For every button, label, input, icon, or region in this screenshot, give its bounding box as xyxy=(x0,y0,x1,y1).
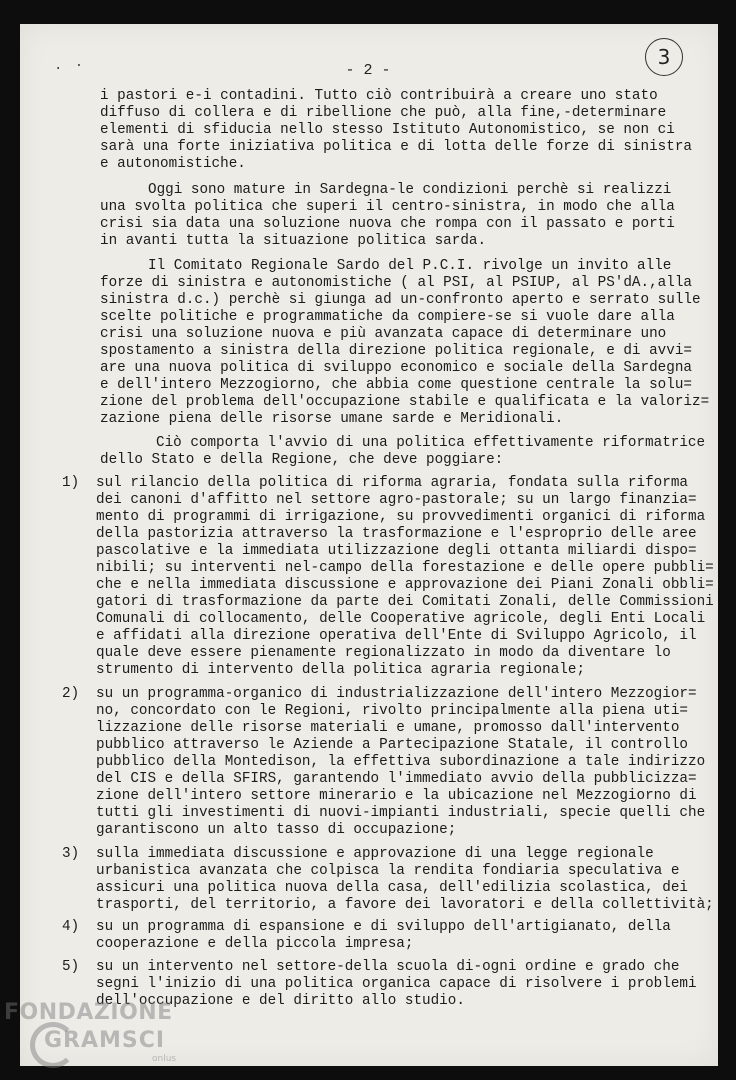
text-line: crisi una soluzione nuova e più avanzata capace di determinare uno xyxy=(100,326,667,342)
text-line: segni l'inizio di una politica organica capace di risolvere i problemi xyxy=(96,976,697,992)
text-line: sinistra d.c.) perchè si giunga ad un-confronto aperto e serrato sulle xyxy=(100,292,701,308)
text-line: zione del problema dell'occupazione stabile e qualificata e la valoriz= xyxy=(100,394,710,410)
text-line: sul rilancio della politica di riforma agraria, fondata sulla riforma xyxy=(96,475,688,491)
text-line: are una nuova politica di sviluppo economico e sociale della Sardegna xyxy=(100,360,692,376)
text-line: pubblico della Montedison, la effettiva subordinazione a tale indirizzo xyxy=(96,754,706,770)
fondazione-gramsci-watermark xyxy=(4,1000,204,1080)
corner-mark: . · xyxy=(54,58,86,74)
text-line: mento di programmi di irrigazione, su provvedimenti organici di riforma xyxy=(96,509,706,525)
text-line: forze di sinistra e autonomistiche ( al PSI, al PSIUP, al PS'dA.,alla xyxy=(100,275,692,291)
text-line: una svolta politica che superi il centro-sinistra, in modo che alla xyxy=(100,199,675,215)
text-line: no, concordato con le Regioni, rivolto principalmente alla piena uti= xyxy=(96,703,688,719)
text-line: scelte politiche e programmatiche da compiere-se si vuole dare alla xyxy=(100,309,675,325)
text-line: del CIS e della SFIRS, garantendo l'immediato avvio della pubblicizza= xyxy=(96,771,697,787)
text-line: Comunali di collocamento, delle Cooperative agricole, degli Enti Locali xyxy=(96,611,706,627)
text-line: dello Stato e della Regione, che deve poggiare: xyxy=(100,452,504,468)
list-number: 4) xyxy=(62,919,80,935)
text-line: assicuri una politica nuova della casa, dell'edilizia scolastica, dei xyxy=(96,880,688,896)
text-line: pascolative e la immediata utilizzazione degli ottanta miliardi dispo= xyxy=(96,543,697,559)
text-line: quale deve essere pienamente regionalizzato in modo da diventare lo xyxy=(96,645,671,661)
text-line: Oggi sono mature in Sardegna-le condizioni perchè si realizzi xyxy=(148,182,672,198)
text-line: e autonomistiche. xyxy=(100,156,246,172)
text-line: spostamento a sinistra della direzione politica regionale, e di avvi= xyxy=(100,343,692,359)
text-line: elementi di sfiducia nello stesso Istituto Autonomistico, se non ci xyxy=(100,122,675,138)
circled-page-number: 3 xyxy=(645,38,683,76)
text-line: dell'occupazione e del diritto allo studio. xyxy=(96,993,465,1009)
text-line: e affidati alla direzione operativa dell'Ente di Sviluppo Agricolo, il xyxy=(96,628,697,644)
list-number: 3) xyxy=(62,846,80,862)
text-line: zazione piena delle risorse umane sarde e Meridionali. xyxy=(100,411,564,427)
text-line: gatori di trasformazione da parte dei Comitati Zonali, delle Commissioni xyxy=(96,594,714,610)
text-line: Ciò comporta l'avvio di una politica effettivamente riformatrice xyxy=(156,435,706,451)
text-line: pubblico attraverso le Aziende a Partecipazione Statale, il controllo xyxy=(96,737,688,753)
text-line: Il Comitato Regionale Sardo del P.C.I. rivolge un invito alle xyxy=(148,258,672,274)
list-number: 1) xyxy=(62,475,80,491)
text-line: e dell'intero Mezzogiorno, che abbia come questione centrale la solu= xyxy=(100,377,692,393)
watermark-line-3: onlus xyxy=(152,1054,177,1064)
text-line: crisi sia data una soluzione nuova che rompa con il passato e porti xyxy=(100,216,675,232)
page-number: - 2 - xyxy=(345,62,391,79)
watermark-line-1: FONDAZIONE xyxy=(4,1000,173,1025)
text-line: su un programma di espansione e di sviluppo dell'artigianato, della xyxy=(96,919,671,935)
text-line: sarà una forte iniziativa politica e di lotta delle forze di sinistra xyxy=(100,139,692,155)
text-line: strumento di intervento della politica agraria regionale; xyxy=(96,662,586,678)
list-number: 2) xyxy=(62,686,80,702)
watermark-line-2: GRAMSCI xyxy=(44,1028,166,1053)
text-line: che e nella immediata discussione e approvazione dei Piani Zonali obbli= xyxy=(96,577,714,593)
text-line: urbanistica avanzata che colpisca la rendita fondiaria speculativa e xyxy=(96,863,680,879)
text-line: trasporti, del territorio, a favore dei lavoratori e della collettività; xyxy=(96,897,714,913)
text-line: lizzazione delle risorse materiali e umane, promosso dall'intervento xyxy=(96,720,680,736)
text-line: tutti gli investimenti di nuovi-impianti industriali, specie quelli che xyxy=(96,805,706,821)
text-line: nibili; su interventi nel-campo della forestazione e delle opere pubbli= xyxy=(96,560,714,576)
text-line: su un intervento nel settore-della scuola di-ogni ordine e grado che xyxy=(96,959,680,975)
text-line: sulla immediata discussione e approvazione di una legge regionale xyxy=(96,846,654,862)
text-line: cooperazione e della piccola impresa; xyxy=(96,936,414,952)
text-line: della pastorizia attraverso la trasformazione e l'esproprio delle aree xyxy=(96,526,697,542)
text-line: in avanti tutta la situazione politica sarda. xyxy=(100,233,487,249)
text-line: su un programma-organico di industrializzazione dell'intero Mezzogior= xyxy=(96,686,697,702)
text-line: dei canoni d'affitto nel settore agro-pastorale; su un largo finanzia= xyxy=(96,492,697,508)
text-line: i pastori e-i contadini. Tutto ciò contribuirà a creare uno stato xyxy=(100,88,658,104)
list-number: 5) xyxy=(62,959,80,975)
text-line: diffuso di collera e di ribellione che può, alla fine,-determinare xyxy=(100,105,667,121)
text-line: garantiscono un alto tasso di occupazione; xyxy=(96,822,457,838)
text-line: zione dell'intero settore minerario e la ubicazione nel Mezzogiorno di xyxy=(96,788,697,804)
